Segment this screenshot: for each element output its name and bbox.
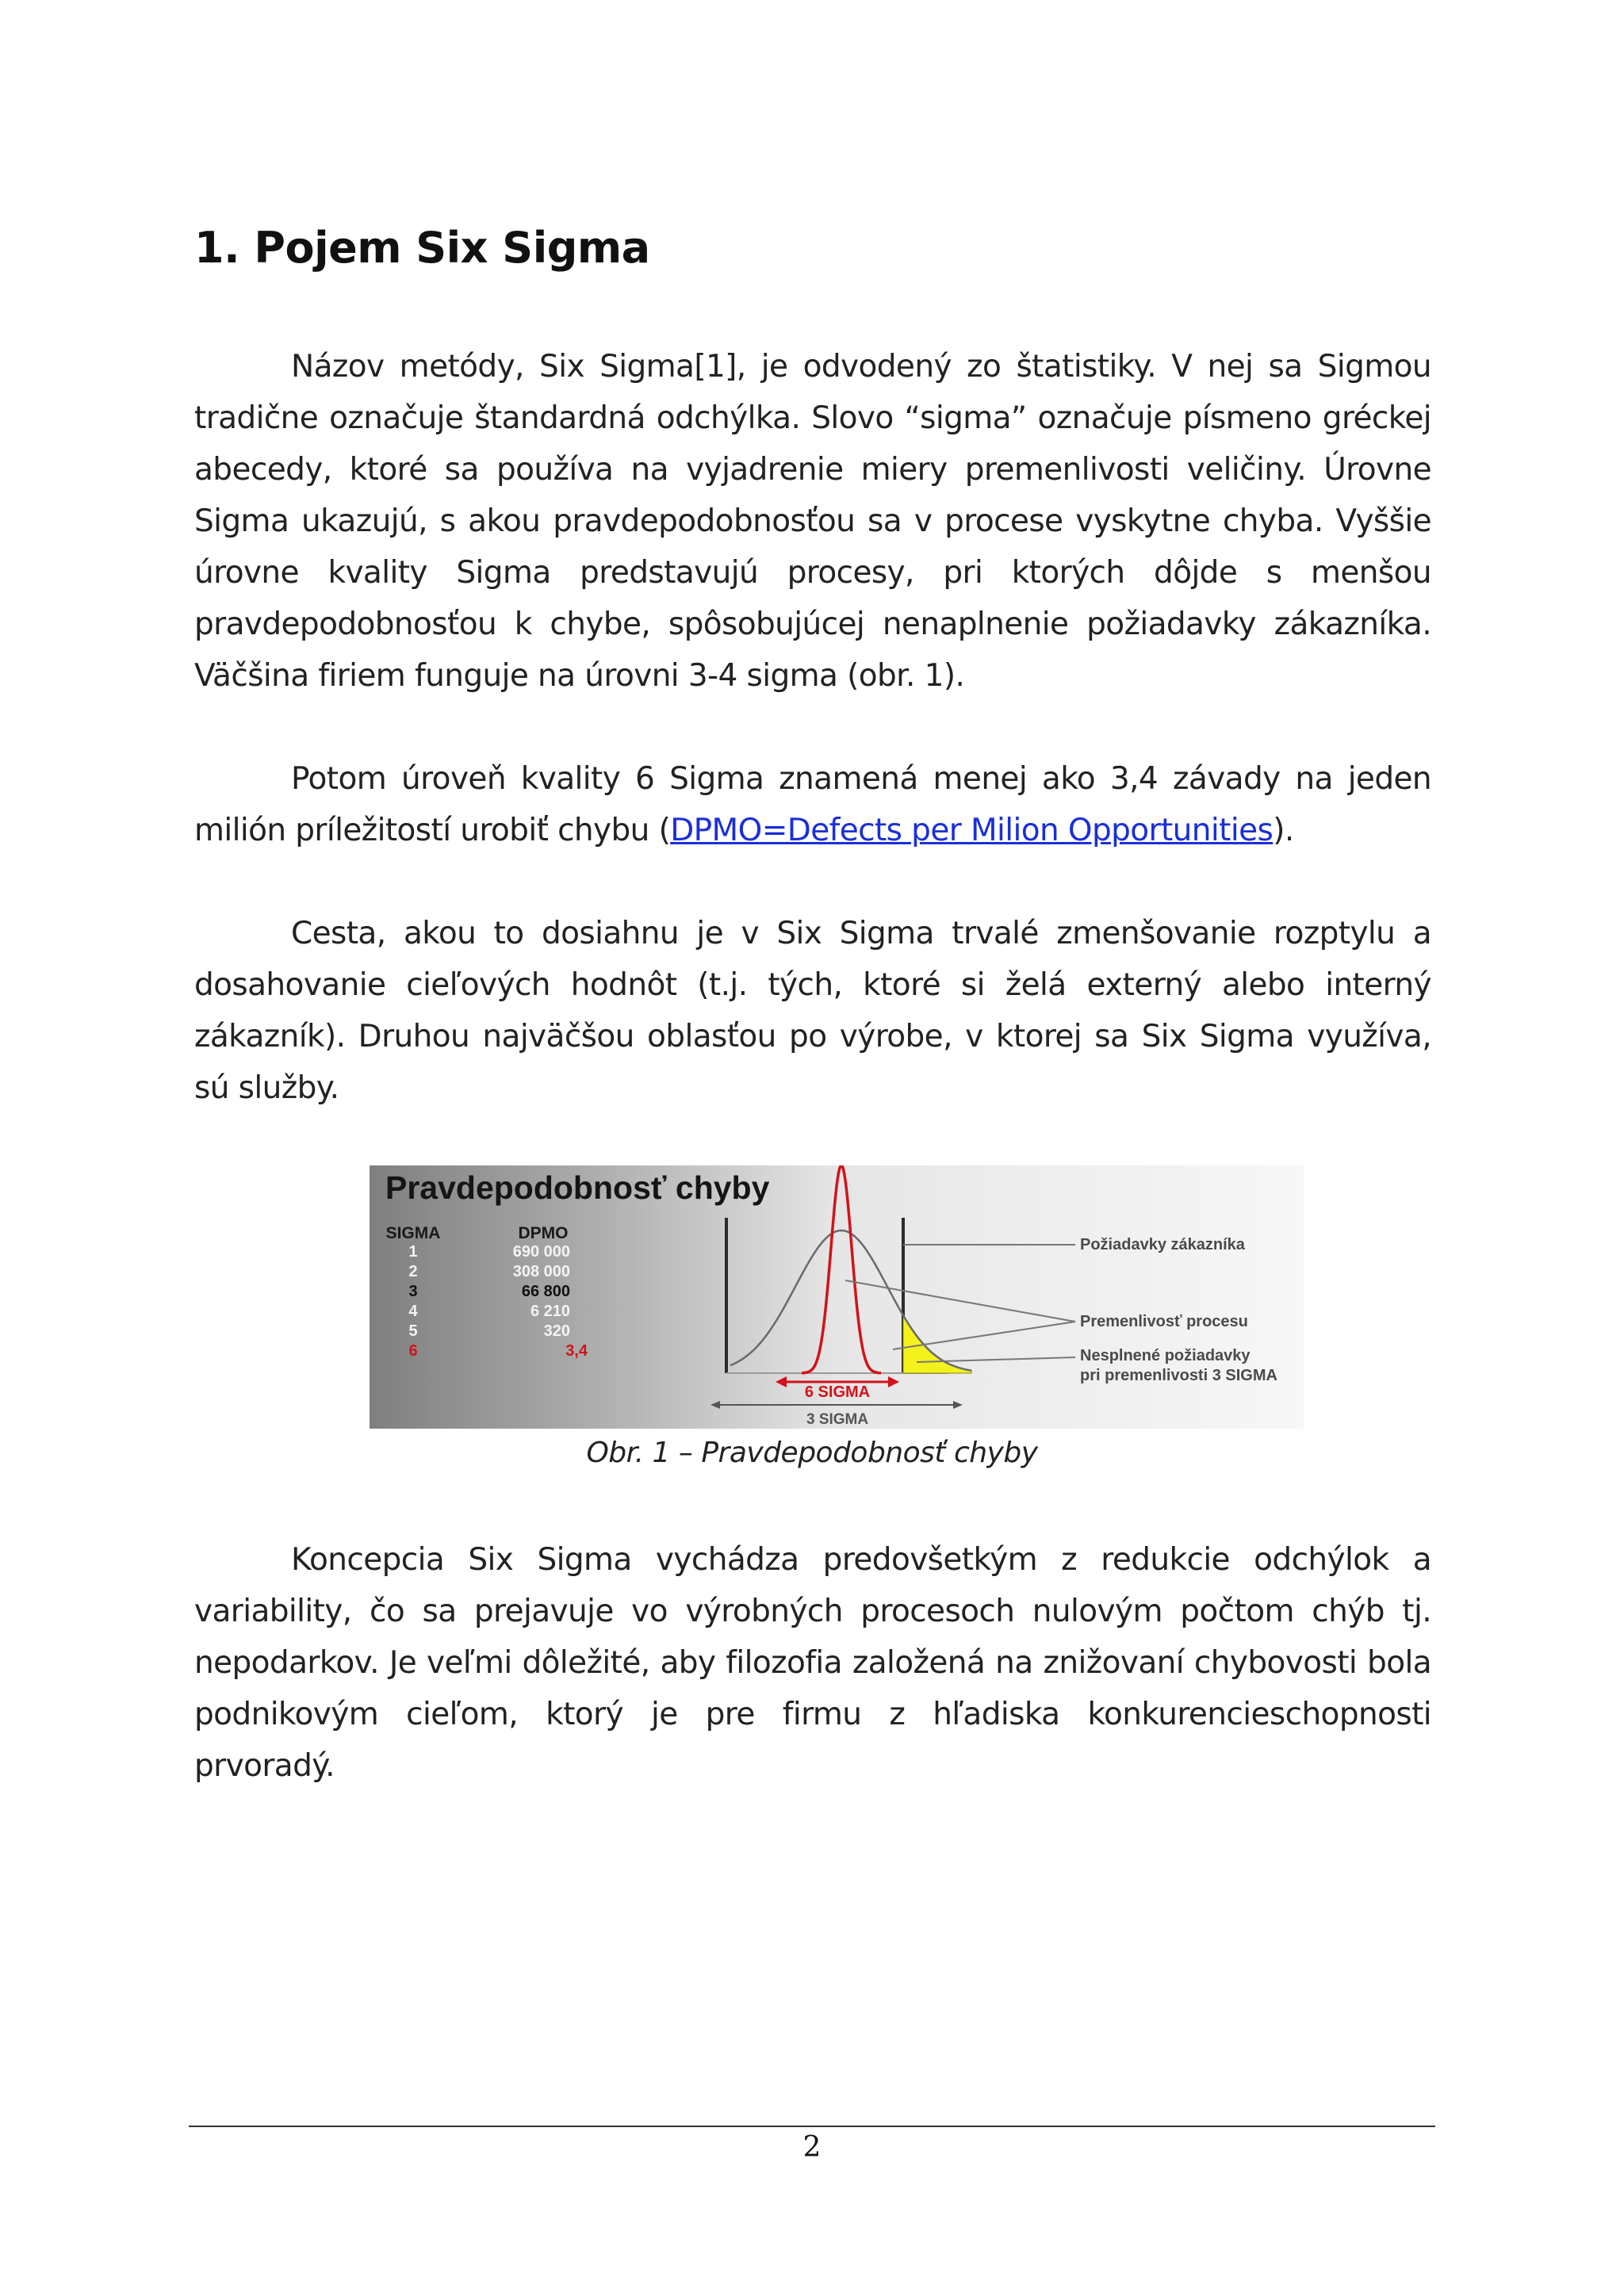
- leader-variability-1: [845, 1280, 1075, 1322]
- dpmo-value-3: 66 800: [521, 1283, 570, 1300]
- label-process-variability: Premenlivosť procesu: [1080, 1313, 1248, 1330]
- label-unmet-requirements-3sigma: pri premenlivosti 3 SIGMA: [1080, 1367, 1277, 1384]
- 3-sigma-arrow-left-head: [710, 1401, 720, 1409]
- sigma-table: [408, 1243, 588, 1360]
- sigma-level-6: 6: [408, 1342, 418, 1360]
- paragraph-concept: Koncepcia Six Sigma vychádza predovšetkým z redukcie odchýlok a variability, čo sa prejavuje vo výrobných procesoch nulovým počtom chýb tj. nepodarkov. Je veľmi dôležité, aby filozofia založená na znižovaní chybovosti bola podnikovým cieľom, ktorý je pre firmu z hľadiska konkurencieschopnosti prvoradý.: [194, 1542, 1431, 1784]
- paragraph-dpmo: [194, 753, 1431, 856]
- 6-sigma-arrow-left-head: [776, 1376, 787, 1387]
- dpmo-value-1: 690 000: [512, 1243, 570, 1261]
- dpmo-link[interactable]: DPMO=Defects per Milion Opportunities: [670, 813, 1274, 848]
- section-heading: 1. Pojem Six Sigma: [194, 223, 650, 273]
- figure-title: Pravdepodobnosť chyby: [385, 1169, 770, 1206]
- 6-sigma-curve: [802, 1165, 881, 1373]
- dpmo-value-6: 3,4: [565, 1342, 588, 1360]
- page-number: 2: [802, 2131, 822, 2164]
- figure-caption: Obr. 1 – Pravdepodobnosť chyby: [586, 1437, 1038, 1469]
- label-unmet-requirements: Nesplnené požiadavky: [1080, 1347, 1251, 1364]
- leader-variability-2: [893, 1322, 1075, 1349]
- 6-sigma-label: 6 SIGMA: [804, 1383, 871, 1401]
- paragraph-dpmo-end: ).: [1273, 813, 1294, 848]
- paragraph-intro: Názov metódy, Six Sigma[1], je odvodený zo štatistiky. V nej sa Sigmou tradične označuje štandardná odchýlka. Slovo “sigma” označuje písmeno gréckej abecedy, ktoré sa používa na vyjadrenie miery premenlivosti veličiny. Úrovne Sigma ukazujú, s akou pravdepodobnosťou sa v procese vyskytne chyba. Vyššie úrovne kvality Sigma predstavujú procesy, pri ktorých dôjde s menšou pravdepodobnosťou k chybe, spôsobujúcej nenaplnenie požiadavky zákazníka. Väčšina firiem funguje na úrovni 3-4 sigma (obr. 1).: [194, 349, 1431, 694]
- dpmo-value-2: 308 000: [512, 1263, 570, 1280]
- sigma-figure: [370, 1165, 1304, 1429]
- dpmo-value-5: 320: [543, 1322, 570, 1340]
- paragraph-path: Cesta, akou to dosiahnu je v Six Sigma trvalé zmenšovanie rozptylu a dosahovanie cieľových hodnôt (t.j. tých, ktoré si želá externý alebo interný zákazník). Druhou najväčšou oblasťou po výrobe, v ktorej sa Six Sigma využíva, sú služby.: [194, 916, 1431, 1106]
- dpmo-column-header: DPMO: [518, 1224, 569, 1242]
- 6-sigma-arrow-right-head: [888, 1376, 899, 1387]
- sigma-figure-graphic: [370, 1165, 1304, 1429]
- unmet-requirements-area: [903, 1315, 971, 1373]
- 3-sigma-arrow-right-head: [953, 1401, 963, 1409]
- dpmo-value-4: 6 210: [530, 1303, 570, 1320]
- label-customer-requirements: Požiadavky zákazníka: [1080, 1236, 1245, 1253]
- sigma-column-header: SIGMA: [385, 1224, 441, 1242]
- footer-divider: [189, 2126, 1435, 2127]
- 3-sigma-label: 3 SIGMA: [806, 1411, 869, 1428]
- sigma-level-5: 5: [408, 1322, 418, 1340]
- sigma-level-1: 1: [408, 1243, 418, 1261]
- sigma-level-2: 2: [408, 1263, 418, 1280]
- sigma-level-3: 3: [408, 1283, 418, 1300]
- sigma-level-4: 4: [408, 1303, 418, 1320]
- paragraph-dpmo-text: Potom úroveň kvality 6 Sigma znamená menej ako 3,4 závady na jeden milión príležitostí urobiť chybu (: [194, 761, 1431, 848]
